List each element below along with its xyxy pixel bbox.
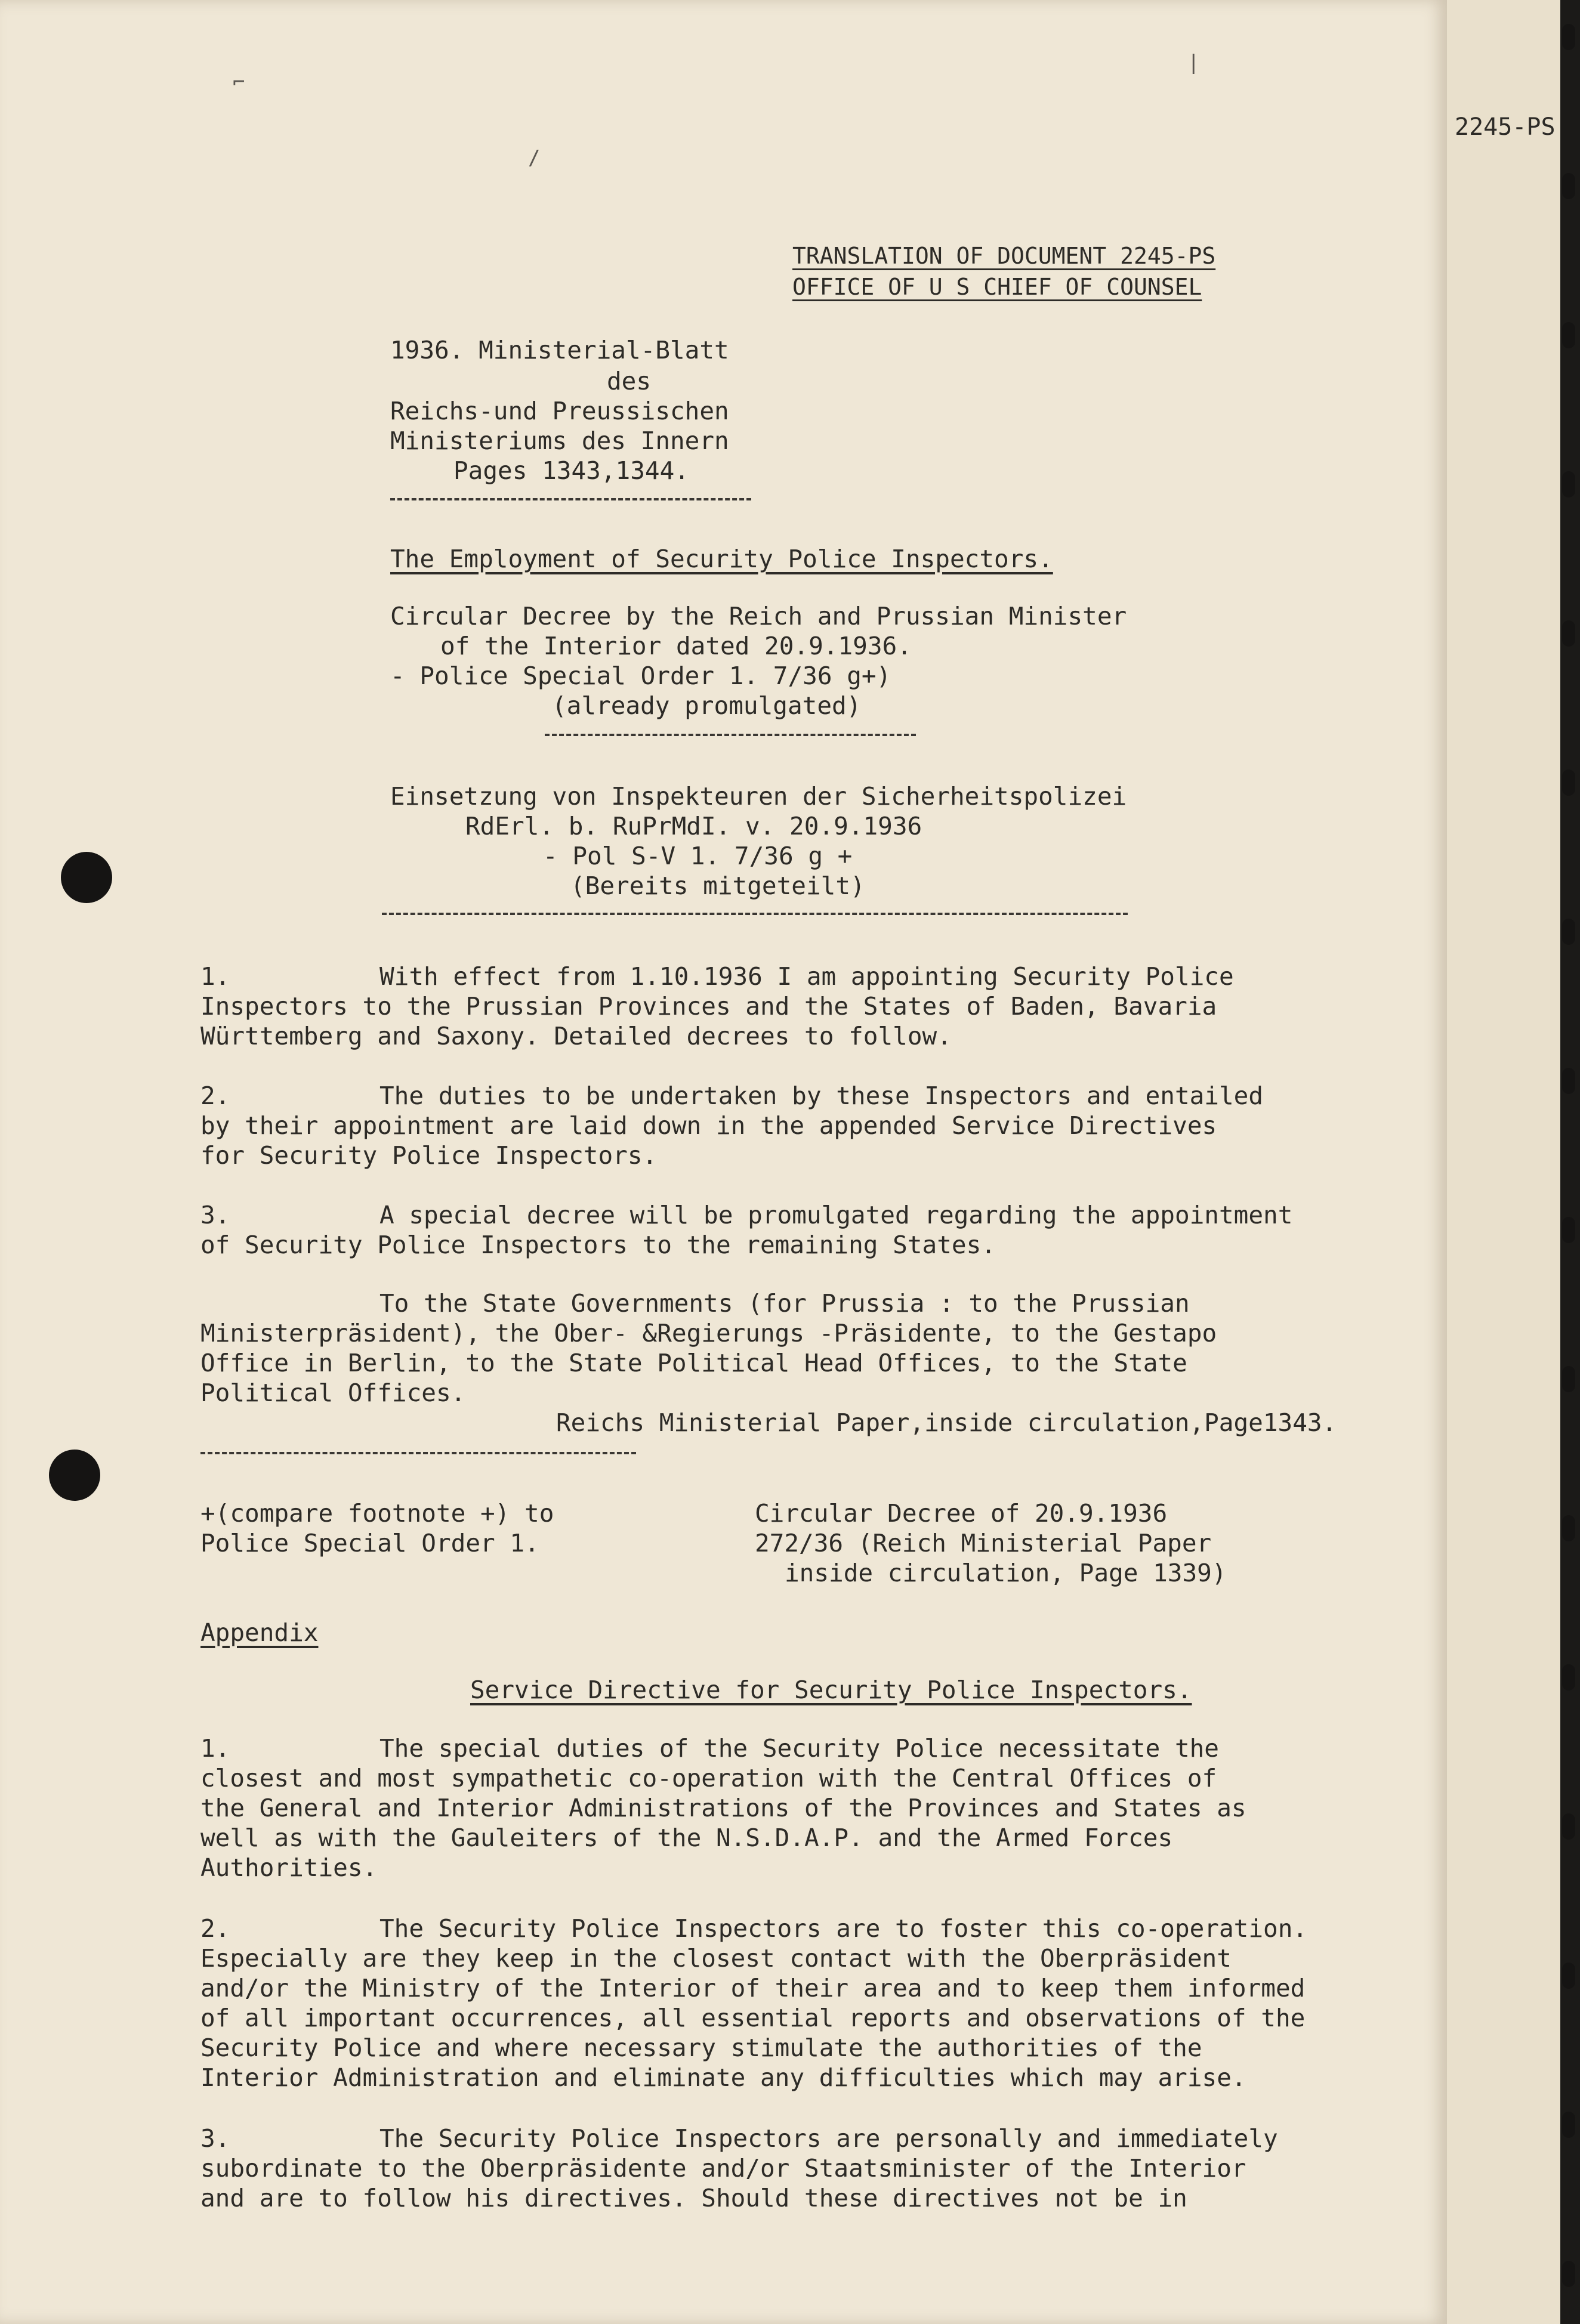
decree-line: Circular Decree by the Reich and Prussian Minister xyxy=(390,602,1127,631)
binder-hole xyxy=(1562,919,1575,945)
binder-hole xyxy=(1562,1217,1575,1243)
decree-line: of the Interior dated 20.9.1936. xyxy=(440,632,912,660)
paragraph-line: A special decree will be promulgated regarding the appointment xyxy=(379,1201,1293,1229)
footnote-line: Circular Decree of 20.9.1936 xyxy=(755,1499,1168,1528)
decree-german-line: - Pol S-V 1. 7/36 g + xyxy=(543,842,853,870)
binder-hole xyxy=(1562,1366,1575,1392)
binder-hole xyxy=(1562,1813,1575,1840)
binder-hole xyxy=(1562,2261,1575,2287)
section-line: The Security Police Inspectors are personally and immediately xyxy=(379,2124,1278,2153)
section-number: 3. xyxy=(200,2124,230,2153)
footnote-line: 272/36 (Reich Ministerial Paper xyxy=(755,1529,1212,1557)
section-line: Especially are they keep in the closest contact with the Oberpräsident xyxy=(200,1944,1232,1973)
paragraph-line: Inspectors to the Prussian Provinces and the States of Baden, Bavaria xyxy=(200,992,1217,1021)
source-line: 1936. Ministerial-Blatt xyxy=(390,336,729,364)
section-line: and/or the Ministry of the Interior of their area and to keep them informed xyxy=(200,1974,1306,2002)
binder-hole xyxy=(1562,1963,1575,1989)
section-number: 2. xyxy=(200,1914,230,1943)
binder-hole xyxy=(1562,620,1575,647)
separator xyxy=(200,1452,636,1454)
decree-line: - Police Special Order 1. 7/36 g+) xyxy=(390,662,891,690)
source-line: Reichs-und Preussischen xyxy=(390,397,729,425)
document-number: 2245-PS xyxy=(1455,113,1556,141)
binder-hole xyxy=(1562,769,1575,796)
section-number: 1. xyxy=(200,1734,230,1763)
heading-line-1: TRANSLATION OF DOCUMENT 2245-PS xyxy=(792,243,1216,269)
section-line: subordinate to the Oberpräsidente and/or Staatsminister of the Interior xyxy=(200,2154,1246,2183)
section-line: well as with the Gauleiters of the N.S.D.A.P. and the Armed Forces xyxy=(200,1824,1173,1852)
service-directive-title: Service Directive for Security Police Inspectors. xyxy=(470,1676,1192,1704)
binder-hole xyxy=(1562,1515,1575,1541)
paragraph-line: Württemberg and Saxony. Detailed decrees to follow. xyxy=(200,1022,952,1050)
section-line: closest and most sympathetic co-operation with the Central Offices of xyxy=(200,1764,1217,1793)
separator xyxy=(382,913,1128,915)
footnote-line: Police Special Order 1. xyxy=(200,1529,539,1557)
section-line: The Security Police Inspectors are to foster this co-operation. xyxy=(379,1914,1308,1943)
reference-line: Reichs Ministerial Paper,inside circulation,Page1343. xyxy=(556,1408,1337,1437)
document-title: The Employment of Security Police Inspectors. xyxy=(390,545,1053,573)
distribution-line: Ministerpräsident), the Ober- &Regierungs -Präsidente, to the Gestapo xyxy=(200,1319,1217,1348)
binder-hole xyxy=(1562,1664,1575,1691)
footnote-line: +(compare footnote +) to xyxy=(200,1499,554,1528)
heading-line-2: OFFICE OF U S CHIEF OF COUNSEL xyxy=(792,274,1202,300)
decree-german-line: (Bereits mitgeteilt) xyxy=(570,872,865,900)
stray-mark: ⌐ xyxy=(233,70,245,94)
appendix-label: Appendix xyxy=(200,1618,319,1647)
footnote-line: inside circulation, Page 1339) xyxy=(785,1559,1227,1587)
section-line: of all important occurrences, all essential reports and observations of the xyxy=(200,2004,1306,2032)
paragraph-line: by their appointment are laid down in the appended Service Directives xyxy=(200,1111,1217,1140)
punch-hole xyxy=(49,1450,100,1501)
decree-german-line: RdErl. b. RuPrMdI. v. 20.9.1936 xyxy=(465,812,922,840)
section-line: Interior Administration and eliminate any difficulties which may arise. xyxy=(200,2063,1246,2092)
section-line: the General and Interior Administrations of the Provinces and States as xyxy=(200,1794,1246,1822)
binder-hole xyxy=(1562,1068,1575,1094)
distribution-line: Political Offices. xyxy=(200,1379,466,1407)
paragraph-number: 2. xyxy=(200,1081,230,1110)
separator xyxy=(545,734,916,736)
source-line: des xyxy=(607,367,652,395)
stray-mark: | xyxy=(1187,51,1200,75)
paragraph-line: of Security Police Inspectors to the remaining States. xyxy=(200,1231,996,1259)
paragraph-line: With effect from 1.10.1936 I am appointing Security Police xyxy=(379,962,1234,991)
paragraph-line: for Security Police Inspectors. xyxy=(200,1141,658,1170)
punch-hole xyxy=(61,852,112,903)
section-line: Security Police and where necessary stimulate the authorities of the xyxy=(200,2034,1202,2062)
binder-hole xyxy=(1562,2112,1575,2138)
paragraph-line: The duties to be undertaken by these Inspectors and entailed xyxy=(379,1081,1264,1110)
binder-hole xyxy=(1562,24,1575,50)
decree-german-line: Einsetzung von Inspekteuren der Sicherheitspolizei xyxy=(390,782,1127,811)
distribution-line: Office in Berlin, to the State Political Head Offices, to the State xyxy=(200,1349,1187,1377)
distribution-line: To the State Governments (for Prussia : to the Prussian xyxy=(379,1289,1190,1318)
stray-mark: / xyxy=(528,146,541,170)
paragraph-number: 1. xyxy=(200,962,230,991)
decree-line: (already promulgated) xyxy=(552,691,862,720)
section-line: Authorities. xyxy=(200,1853,378,1882)
source-line: Ministeriums des Innern xyxy=(390,427,729,455)
binder-hole xyxy=(1562,471,1575,497)
binder-hole xyxy=(1562,322,1575,348)
paragraph-number: 3. xyxy=(200,1201,230,1229)
section-line: The special duties of the Security Police necessitate the xyxy=(379,1734,1219,1763)
source-line: Pages 1343,1344. xyxy=(453,456,689,485)
separator xyxy=(390,498,751,500)
binder-hole xyxy=(1562,173,1575,199)
section-line: and are to follow his directives. Should these directives not be in xyxy=(200,2184,1187,2212)
